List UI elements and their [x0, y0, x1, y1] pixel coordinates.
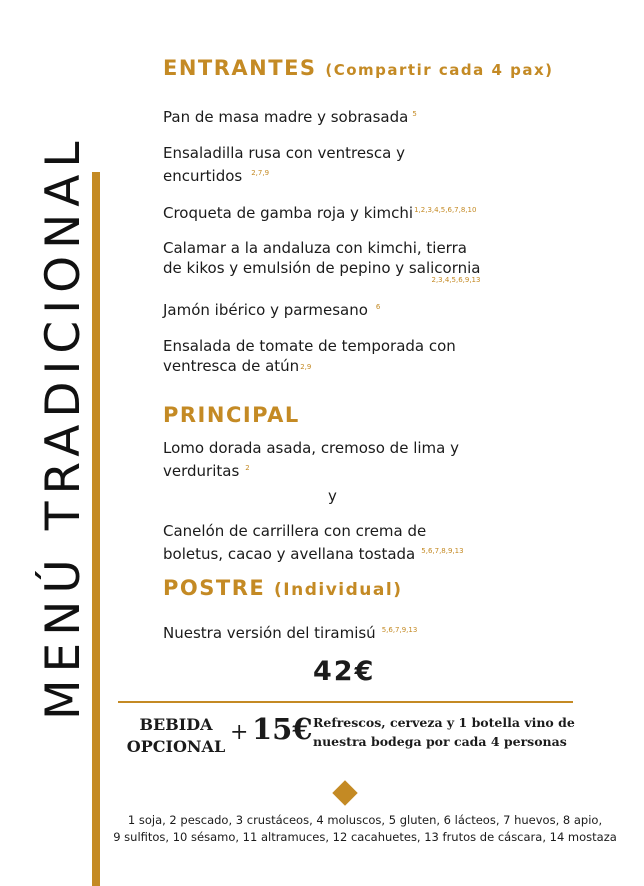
- dish-ensaladilla: [163, 143, 405, 186]
- dish-pan-sobrasada: [163, 104, 417, 127]
- dish-name-line: Canelón de carrillera con crema de: [163, 522, 427, 540]
- diamond-ornament-icon: [332, 780, 357, 805]
- drink-desc-line: Refrescos, cerveza y 1 botella vino de: [313, 715, 575, 730]
- divider-line: [118, 701, 573, 703]
- dish-name-line: de kikos y emulsión de pepino y salicornia: [163, 259, 481, 277]
- drink-label-line: BEBIDA: [139, 715, 213, 734]
- dish-ensalada-tomate: [163, 336, 456, 377]
- menu-price: 42€: [313, 656, 376, 687]
- vertical-accent-bar: [92, 172, 100, 886]
- dish-name-line: Ensalada de tomate de temporada con: [163, 337, 456, 355]
- plus-sign: +: [230, 720, 249, 745]
- section-postre-title: POSTRE: [163, 576, 266, 600]
- drink-description: [313, 713, 583, 751]
- allergen-codes: 2,7,9: [251, 169, 270, 177]
- section-postre-heading: [163, 576, 402, 600]
- dish-name-line: encurtidos: [163, 167, 243, 185]
- allergen-codes: 2,3,4,5,6,9,13: [431, 276, 481, 284]
- dish-name: Pan de masa madre y sobrasada: [163, 108, 409, 126]
- section-postre-subtitle: (Individual): [274, 580, 403, 600]
- dish-croqueta: [163, 200, 476, 223]
- allergen-codes: 5,6,7,9,13: [381, 626, 418, 634]
- allergen-codes: 5,6,7,8,9,13: [421, 547, 464, 555]
- dish-tiramisu: [163, 620, 417, 643]
- dish-connector: y: [328, 487, 337, 505]
- dish-name-line: ventresca de atún: [163, 357, 300, 375]
- allergen-codes: 6: [375, 303, 381, 311]
- section-principal-heading: [163, 403, 300, 427]
- drink-label: [120, 714, 232, 758]
- dish-name: Nuestra versión del tiramisú: [163, 624, 376, 642]
- dish-jamon: [163, 297, 380, 320]
- dish-name: Croqueta de gamba roja y kimchi: [163, 204, 414, 222]
- dish-calamar: [163, 238, 480, 285]
- drink-desc-line: nuestra bodega por cada 4 personas: [313, 734, 567, 749]
- section-entrantes-title: ENTRANTES: [163, 56, 317, 80]
- drink-price: 15€: [252, 712, 313, 746]
- allergen-legend: [100, 812, 630, 846]
- allergen-legend-line: 9 sulfitos, 10 sésamo, 11 altramuces, 12 cacahuetes, 13 frutos de cáscara, 14 mostaza: [113, 830, 617, 844]
- dish-name-line: Ensaladilla rusa con ventresca y: [163, 144, 405, 162]
- drink-label-line: OPCIONAL: [126, 737, 226, 756]
- dish-canelon: [163, 521, 464, 564]
- section-entrantes-subtitle: (Compartir cada 4 pax): [325, 61, 554, 79]
- dish-name-line: Calamar a la andaluza con kimchi, tierra: [163, 239, 467, 257]
- allergen-codes: 1,2,3,4,5,6,7,8,10: [414, 206, 477, 214]
- dish-name-line: Lomo dorada asada, cremoso de lima y: [163, 439, 459, 457]
- allergen-codes: 2: [245, 464, 250, 472]
- menu-title: MENÚ TRADICIONAL: [36, 134, 91, 720]
- dish-name: Jamón ibérico y parmesano: [163, 301, 368, 319]
- allergen-legend-line: 1 soja, 2 pescado, 3 crustáceos, 4 moluscos, 5 gluten, 6 lácteos, 7 huevos, 8 apio,: [127, 813, 603, 827]
- dish-name-line: verduritas: [163, 462, 240, 480]
- allergen-codes: 2,9: [300, 363, 312, 371]
- dish-lomo-dorada: [163, 438, 459, 481]
- section-principal-title: PRINCIPAL: [163, 403, 300, 427]
- section-entrantes-heading: [163, 56, 554, 80]
- allergen-codes: 5: [412, 110, 417, 118]
- dish-name-line: boletus, cacao y avellana tostada: [163, 545, 416, 563]
